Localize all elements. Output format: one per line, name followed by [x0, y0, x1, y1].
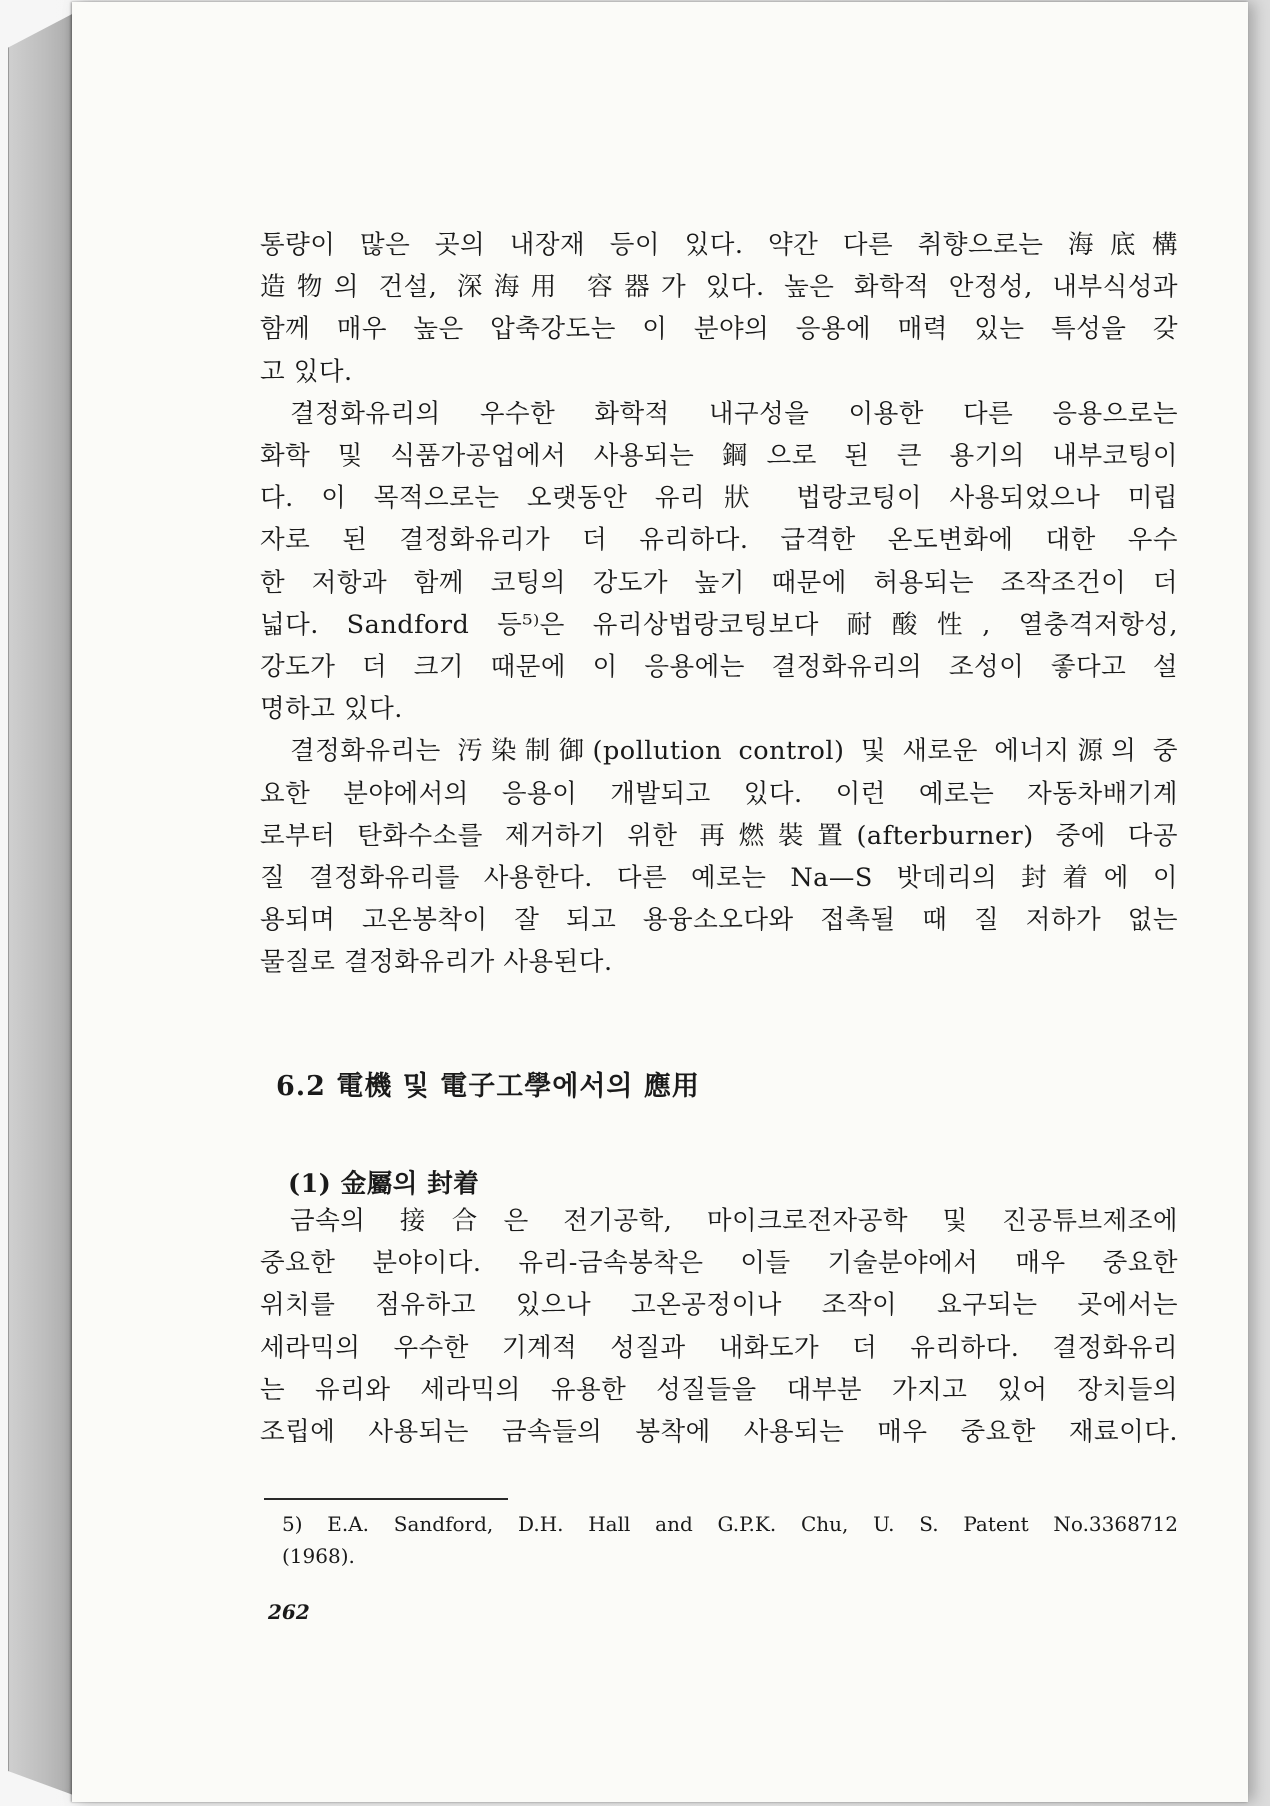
- paragraph-intro: [260, 224, 1178, 393]
- text-line: 는 유리와 세라믹의 유용한 성질들을 대부분 가지고 있어 장치들의: [260, 1374, 1178, 1405]
- sub-heading: (1) 金屬의 封着: [288, 1169, 480, 1199]
- footnote-divider: [264, 1498, 508, 1500]
- text-line: 용되며 고온봉착이 잘 되고 용융소오다와 접촉될 때 질 저하가 없는: [260, 905, 1178, 936]
- book-spine-edge: [8, 12, 76, 1796]
- section-heading: 6.2 電機 및 電子工學에서의 應用: [276, 1071, 700, 1102]
- footnote-line: 5) E.A. Sandford, D.H. Hall and G.P.K. Chu, U. S. Patent No.3368712: [282, 1512, 1178, 1536]
- text-block-bottom: [260, 1200, 1178, 1453]
- text-line: 넓다. Sandford 등⁵⁾은 유리상법랑코팅보다 耐酸性, 열충격저항성,: [260, 609, 1178, 640]
- text-line: 물질로 결정화유리가 사용된다.: [260, 947, 613, 978]
- text-line: 질 결정화유리를 사용한다. 다른 예로는 Na—S 밧데리의 封着에 이: [260, 863, 1178, 894]
- text-line: 금속의 接合은 전기공학, 마이크로전자공학 및 진공튜브제조에: [290, 1206, 1178, 1236]
- text-line: 造物의 건설, 深海用 容器가 있다. 높은 화학적 안정성, 내부식성과: [260, 272, 1178, 303]
- paragraph-metal-sealing: [260, 1200, 1178, 1453]
- text-line: 자로 된 결정화유리가 더 유리하다. 급격한 온도변화에 대한 우수: [260, 525, 1178, 556]
- paragraph-chemical-durability: [260, 393, 1178, 731]
- book-page: [72, 2, 1248, 1802]
- text-line: 명하고 있다.: [260, 694, 403, 725]
- text-line: 로부터 탄화수소를 제거하기 위한 再燃裝置(afterburner) 중에 다공: [260, 820, 1178, 851]
- footnote-line: (1968).: [282, 1544, 355, 1568]
- text-line: 결정화유리의 우수한 화학적 내구성을 이용한 다른 응용으로는: [290, 398, 1178, 429]
- text-line: 조립에 사용되는 금속들의 봉착에 사용되는 매우 중요한 재료이다.: [260, 1417, 1178, 1448]
- text-line: 중요한 분야이다. 유리-금속봉착은 이들 기술분야에서 매우 중요한: [260, 1248, 1178, 1279]
- text-line: 위치를 점유하고 있으나 고온공정이나 조작이 요구되는 곳에서는: [260, 1290, 1178, 1321]
- text-line: 한 저항과 함께 코팅의 강도가 높기 때문에 허용되는 조작조건이 더: [260, 567, 1178, 598]
- text-line: 함께 매우 높은 압축강도는 이 분야의 응용에 매력 있는 특성을 갖: [260, 314, 1178, 345]
- text-line: 강도가 더 크기 때문에 이 응용에는 결정화유리의 조성이 좋다고 설: [260, 652, 1178, 683]
- text-line: 세라믹의 우수한 기계적 성질과 내화도가 더 유리하다. 결정화유리: [260, 1332, 1178, 1363]
- text-line: 요한 분야에서의 응용이 개발되고 있다. 이런 예로는 자동차배기계: [260, 778, 1178, 809]
- text-line: 결정화유리는 汚染制御(pollution control) 및 새로운 에너지源의 중: [290, 736, 1178, 767]
- footnote: [282, 1508, 1178, 1572]
- text-line: 통량이 많은 곳의 내장재 등이 있다. 약간 다른 취향으로는 海底構: [260, 230, 1178, 260]
- text-block-top: [260, 224, 1178, 984]
- page-number: 262: [268, 1600, 310, 1624]
- paragraph-pollution-control: [260, 730, 1178, 983]
- text-line: 다. 이 목적으로는 오랫동안 유리狀 법랑코팅이 사용되었으나 미립: [260, 483, 1178, 514]
- text-line: 고 있다.: [260, 356, 353, 387]
- text-line: 화학 및 식품가공업에서 사용되는 鋼으로 된 큰 용기의 내부코팅이: [260, 441, 1178, 472]
